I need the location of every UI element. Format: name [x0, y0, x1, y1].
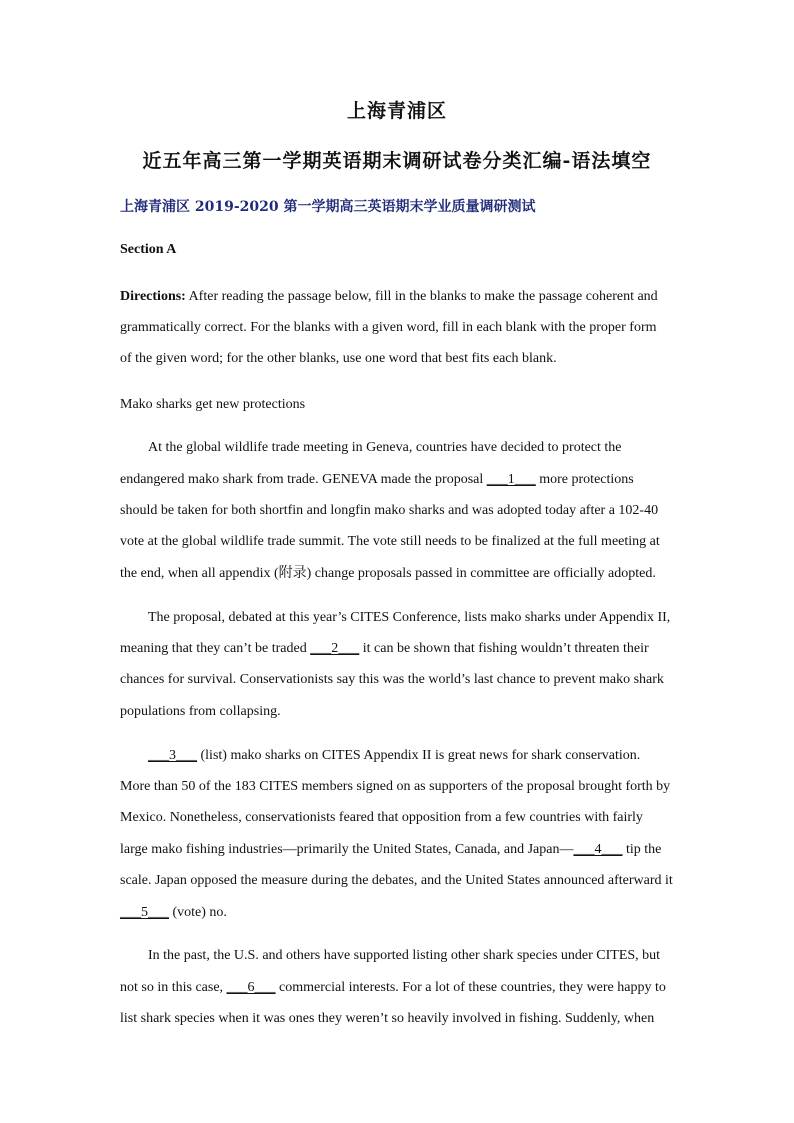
- passage-line: chances for survival. Conservationists say this was the world’s last chance to prevent mako shark: [120, 672, 664, 687]
- passage-line: should be taken for both shortfin and longfin mako sharks and was adopted today after a 102-40: [120, 503, 659, 518]
- passage-title: Mako sharks get new protections: [120, 397, 306, 412]
- passage-text: tip the: [622, 842, 662, 857]
- passage-line: More than 50 of the 183 CITES members signed on as supporters of the proposal brought forth by: [120, 779, 671, 794]
- passage-line: At the global wildlife trade meeting in Geneva, countries have decided to protect the: [148, 440, 622, 455]
- passage-line: vote at the global wildlife trade summit. The vote still needs to be finalized at the full meeting at: [120, 534, 660, 549]
- section-heading: Section A: [120, 242, 177, 257]
- passage-line: The proposal, debated at this year’s CITES Conference, lists mako sharks under Appendix II,: [148, 610, 671, 625]
- passage-text: not so in this case,: [120, 980, 227, 995]
- region-title: 上海青浦区: [346, 100, 447, 122]
- passage-line: [120, 471, 634, 489]
- passage-text: commercial interests. For a lot of these countries, they were happy to: [275, 980, 666, 995]
- directions-text: After reading the passage below, fill in the blanks to make the passage coherent and: [185, 289, 658, 304]
- passage-text: (list) mako sharks on CITES Appendix II is great news for shark conservation.: [197, 748, 641, 763]
- passage-line: [120, 841, 661, 859]
- passage-text: (vote) no.: [169, 905, 227, 920]
- blank-4: ___4___: [573, 842, 623, 857]
- passage-line: [120, 640, 649, 658]
- passage-line: scale. Japan opposed the measure during the debates, and the United States announced afterward it: [120, 873, 673, 888]
- passage-line: [120, 979, 666, 997]
- directions-line: grammatically correct. For the blanks with a given word, fill in each blank with the proper form: [120, 320, 657, 335]
- passage-text: meaning that they can’t be traded: [120, 641, 311, 656]
- blank-6: ___6___: [226, 980, 276, 995]
- passage-line: Mexico. Nonetheless, conservationists feared that opposition from a few countries with fairly: [120, 810, 643, 825]
- directions-label: Directions:: [120, 289, 186, 304]
- passage-text: large mako fishing industries—primarily the United States, Canada, and Japan—: [120, 842, 574, 857]
- collection-title: 近五年高三第一学期英语期末调研试卷分类汇编-语法填空: [142, 150, 652, 172]
- passage-line: populations from collapsing.: [120, 704, 281, 719]
- directions-line: of the given word; for the other blanks, use one word that best fits each blank.: [120, 351, 557, 366]
- passage-line: In the past, the U.S. and others have supported listing other shark species under CITES, but: [148, 948, 661, 963]
- passage-line: list shark species when it was ones they weren’t so heavily involved in fishing. Suddenly, when: [120, 1011, 655, 1026]
- blank-2: ___2___: [310, 641, 360, 656]
- passage-text: endangered mako shark from trade. GENEVA made the proposal: [120, 472, 487, 487]
- passage-line: [148, 747, 640, 765]
- passage-line: the end, when all appendix (附录) change proposals passed in committee are officially adopted.: [120, 566, 656, 581]
- directions-line: [120, 288, 658, 306]
- blank-5: ___5___: [120, 905, 169, 920]
- exam-title: 上海青浦区 2019-2020 第一学期高三英语期末学业质量调研测试: [120, 199, 536, 215]
- passage-text: more protections: [535, 472, 634, 487]
- blank-3: ___3___: [148, 748, 197, 763]
- passage-line: [120, 904, 227, 922]
- passage-text: it can be shown that fishing wouldn’t threaten their: [359, 641, 649, 656]
- blank-1: ___1___: [486, 472, 536, 487]
